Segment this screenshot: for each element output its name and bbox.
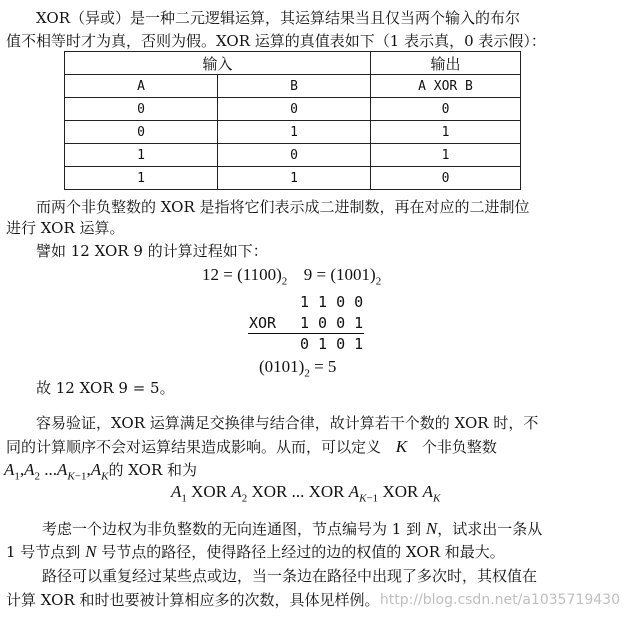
eq-left: 12 = (1100) — [202, 265, 282, 284]
result-value: (0101) — [259, 357, 305, 376]
truth-table-column-header-row — [65, 75, 521, 98]
problem-line-3: 路径可以重复经过某些点或边，当一条边在路径中出现了多次时，其权值在 — [42, 567, 538, 585]
column-header-a: A — [65, 75, 218, 98]
problem-line-1-b: ，试求出一条从 — [437, 520, 543, 538]
table-cell: 1 — [371, 121, 521, 144]
example-conclusion: 故 12 XOR 9 = 5。 — [36, 379, 175, 397]
table-row — [65, 121, 521, 144]
problem-line-1-a: 考虑一个边权为非负整数的无向连通图，节点编号为 1 到 — [42, 520, 426, 538]
table-cell: 0 — [218, 98, 371, 121]
binary-desc-line-2: 进行 XOR 运算。 — [6, 219, 125, 237]
result-base: 2 — [304, 367, 310, 380]
truth-table — [64, 51, 521, 190]
eq-left-base: 2 — [281, 275, 288, 288]
truth-table-group-header-row — [65, 52, 521, 75]
table-cell: 0 — [371, 98, 521, 121]
property-line-2 — [6, 437, 497, 457]
table-cell: 0 — [218, 144, 371, 167]
table-cell: 0 — [65, 98, 218, 121]
group-header-input: 输入 — [65, 52, 371, 75]
calc-row-2: 1 0 0 1 — [300, 314, 364, 332]
table-cell: 0 — [371, 167, 521, 190]
calc-row-3: 0 1 0 1 — [300, 335, 364, 353]
table-row — [65, 167, 521, 190]
table-cell: 1 — [218, 121, 371, 144]
result-tail: = 5 — [309, 357, 337, 376]
group-header-output: 输出 — [371, 52, 521, 75]
problem-line-2 — [6, 542, 505, 562]
table-cell: 1 — [65, 167, 218, 190]
watermark: http://blog.csdn.net/a1035719430 — [379, 592, 620, 608]
xor-sum-formula: $A_1$ XOR $A_2$ XOR ... XOR $A_{K-1}$ XOR $A_K$ — [171, 482, 441, 505]
table-row — [65, 98, 521, 121]
problem-line-4: 计算 XOR 和时也要被计算相应多的次数，具体见样例。 — [6, 591, 380, 609]
problem-line-2-a: 1 号节点到 — [6, 543, 86, 561]
example-intro: 譬如 12 XOR 9 的计算过程如下： — [36, 242, 268, 260]
calc-operator: XOR — [249, 314, 277, 332]
property-line-2-b: 个非负整数 — [421, 438, 497, 456]
example-equation — [202, 265, 381, 291]
column-header-a-xor-b: A XOR B — [371, 75, 521, 98]
table-cell: 1 — [65, 144, 218, 167]
table-cell: 0 — [65, 121, 218, 144]
problem-line-2-b: 号节点的路径，使得路径上经过的边的权值的 XOR 和最大。 — [96, 543, 505, 561]
k-variable: K — [395, 437, 408, 456]
table-row — [65, 144, 521, 167]
intro-line-1: XOR（异或）是一种二元逻辑运算，其运算结果当且仅当两个输入的布尔 — [36, 9, 521, 27]
problem-line-1 — [42, 519, 542, 539]
property-line-1: 容易验证，XOR 运算满足交换律与结合律，故计算若干个数的 XOR 时，不 — [36, 414, 539, 432]
table-cell: 1 — [371, 144, 521, 167]
eq-right: 9 = (1001) — [303, 265, 376, 284]
eq-right-base: 2 — [375, 275, 382, 288]
intro-line-2: 值不相等时才为真，否则为假。XOR 运算的真值表如下（1 表示真，0 表示假）： — [6, 32, 546, 50]
property-line-3-tail: 的 XOR 和为 — [108, 461, 198, 479]
table-cell: 1 — [218, 167, 371, 190]
calc-result — [259, 357, 336, 383]
n-variable: N — [425, 519, 438, 538]
binary-desc-line-1: 而两个非负整数的 XOR 是指将它们表示成二进制数，再在对应的二进制位 — [36, 198, 530, 216]
column-header-b: B — [218, 75, 371, 98]
property-line-3: $A_1,A_2$ $...A_{K-1},A_K$的 XOR 和为 — [4, 460, 198, 483]
property-line-2-a: 同的计算顺序不会对运算结果造成影响。从而，可以定义 — [6, 438, 382, 456]
calc-row-1: 1 1 0 0 — [300, 293, 364, 311]
n-variable: N — [85, 542, 97, 561]
